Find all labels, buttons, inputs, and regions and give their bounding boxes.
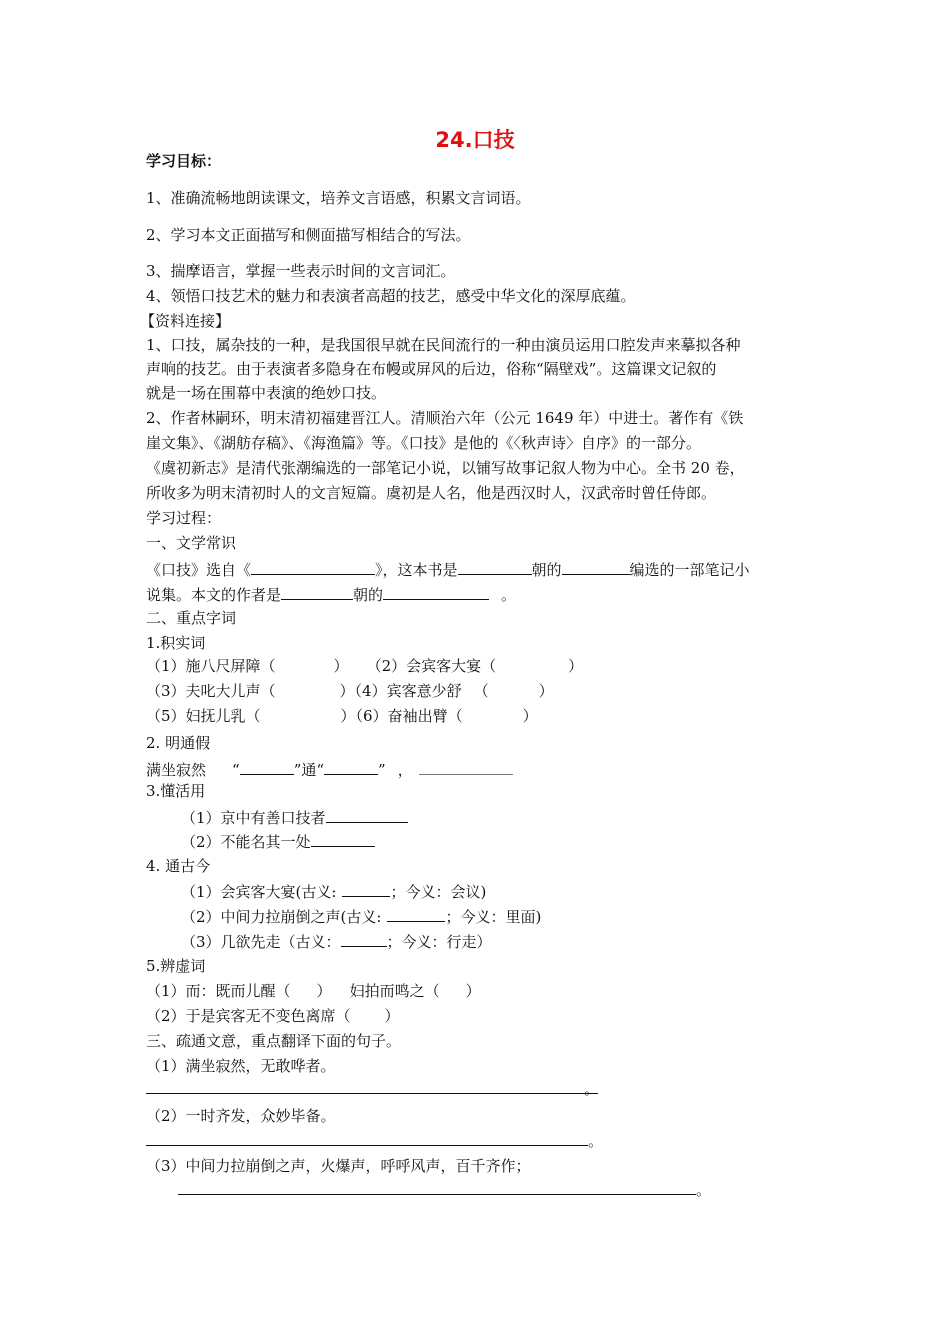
resource-text: 崖文集》、《湖舫存稿》、《海渔篇》等。《口技》是他的《〈秋声诗〉自序》的一部分。 bbox=[146, 434, 702, 452]
huoyong-question: （1）京中有善口技者 bbox=[181, 806, 408, 828]
goal-item: 1、准确流畅地朗读课文，培养文言语感，积累文言词语。 bbox=[146, 189, 531, 207]
subsection-heading: 3.懂活用 bbox=[146, 782, 206, 800]
resource-text: 所收多为明末清初时人的文言短篇。虞初是人名，他是西汉时人，汉武帝时曾任侍郎。 bbox=[146, 484, 717, 502]
answer-blank[interactable] bbox=[251, 558, 375, 575]
resource-text: 就是一场在围幕中表演的绝妙口技。 bbox=[146, 384, 387, 402]
answer-blank[interactable] bbox=[383, 583, 489, 600]
answer-blank[interactable] bbox=[387, 905, 445, 922]
section-heading: 一、文学常识 bbox=[146, 534, 237, 552]
answer-blank[interactable] bbox=[311, 830, 375, 847]
goals-heading: 学习目标： bbox=[146, 152, 222, 170]
period-mark: 。 bbox=[588, 1132, 604, 1150]
translation-question: （3）中间力拉崩倒之声，火爆声，呼呼风声，百千齐作； bbox=[146, 1157, 531, 1175]
tongjia-question: 满坐寂然 “ ”通“ ” ， bbox=[146, 758, 513, 780]
gujin-question: （3）几欲先走（古义： ；今义：行走） bbox=[181, 930, 492, 952]
period-mark: 。 bbox=[584, 1080, 600, 1098]
answer-line[interactable] bbox=[146, 1093, 598, 1094]
goal-item: 4、领悟口技艺术的魅力和表演者高超的技艺，感受中华文化的深厚底蕴。 bbox=[146, 287, 636, 305]
answer-blank[interactable] bbox=[324, 758, 378, 775]
word-question-row: （5）妇抚儿乳（ ）（6）奋袖出臂（ ） bbox=[146, 707, 538, 725]
resources-heading: 【资料连接】 bbox=[140, 312, 231, 330]
resource-text: 《虞初新志》是清代张潮编选的一部笔记小说，以铺写故事记叙人物为中心。全书 20 卷， bbox=[146, 459, 745, 477]
subsection-heading: 5.辨虚词 bbox=[146, 957, 206, 975]
xuci-question: （2）于是宾客无不变色离席（ ） bbox=[146, 1007, 400, 1025]
literature-question-line1: 《口技》选自《 》，这本书是 朝的 编选的一部笔记小 bbox=[146, 558, 750, 580]
subsection-heading: 4. 通古今 bbox=[146, 857, 211, 875]
period-mark: 。 bbox=[696, 1181, 712, 1199]
goal-item: 2、学习本文正面描写和侧面描写相结合的写法。 bbox=[146, 226, 471, 244]
section-heading: 二、重点字词 bbox=[146, 609, 237, 627]
page-title: 24.口技 bbox=[435, 128, 515, 152]
answer-blank[interactable] bbox=[341, 930, 387, 947]
answer-blank[interactable] bbox=[458, 558, 532, 575]
answer-blank[interactable] bbox=[562, 558, 630, 575]
answer-blank[interactable] bbox=[326, 806, 408, 823]
process-heading: 学习过程： bbox=[146, 509, 222, 527]
literature-question-line2: 说集。本文的作者是 朝的 。 bbox=[146, 583, 516, 605]
answer-blank[interactable] bbox=[281, 583, 353, 600]
gujin-question: （2）中间力拉崩倒之声(古义: ；今义：里面) bbox=[181, 905, 541, 927]
translation-question: （1）满坐寂然，无敢哗者。 bbox=[146, 1057, 336, 1075]
goal-item: 3、揣摩语言，掌握一些表示时间的文言词汇。 bbox=[146, 262, 456, 280]
answer-blank[interactable] bbox=[240, 758, 294, 775]
resource-text: 声响的技艺。由于表演者多隐身在布幔或屏风的后边，俗称“隔壁戏”。这篇课文记叙的 bbox=[146, 360, 717, 378]
resource-text: 2、作者林嗣环，明末清初福建晋江人。清顺治六年（公元 1649 年）中进士。著作有《铁 bbox=[146, 409, 744, 427]
answer-line[interactable] bbox=[178, 1194, 696, 1195]
section-heading: 三、疏通文意，重点翻译下面的句子。 bbox=[146, 1032, 402, 1050]
subsection-heading: 1.积实词 bbox=[146, 634, 206, 652]
huoyong-question: （2）不能名其一处 bbox=[181, 830, 375, 852]
answer-blank[interactable] bbox=[419, 758, 513, 775]
word-question-row: （1）施八尺屏障（ ） （2）会宾客大宴（ ） bbox=[146, 657, 584, 675]
answer-blank[interactable] bbox=[342, 880, 390, 897]
answer-line[interactable] bbox=[146, 1145, 588, 1146]
subsection-heading: 2. 明通假 bbox=[146, 734, 211, 752]
word-question-row: （3）夫叱大儿声（ ）（4）宾客意少舒 （ ） bbox=[146, 682, 554, 700]
xuci-question: （1）而：既而儿醒（ ） 妇拍而鸣之（ ） bbox=[146, 982, 481, 1000]
gujin-question: （1）会宾客大宴(古义: ；今义：会议) bbox=[181, 880, 486, 902]
resource-text: 1、口技，属杂技的一种，是我国很早就在民间流行的一种由演员运用口腔发声来摹拟各种 bbox=[146, 336, 741, 354]
translation-question: （2）一时齐发，众妙毕备。 bbox=[146, 1107, 336, 1125]
